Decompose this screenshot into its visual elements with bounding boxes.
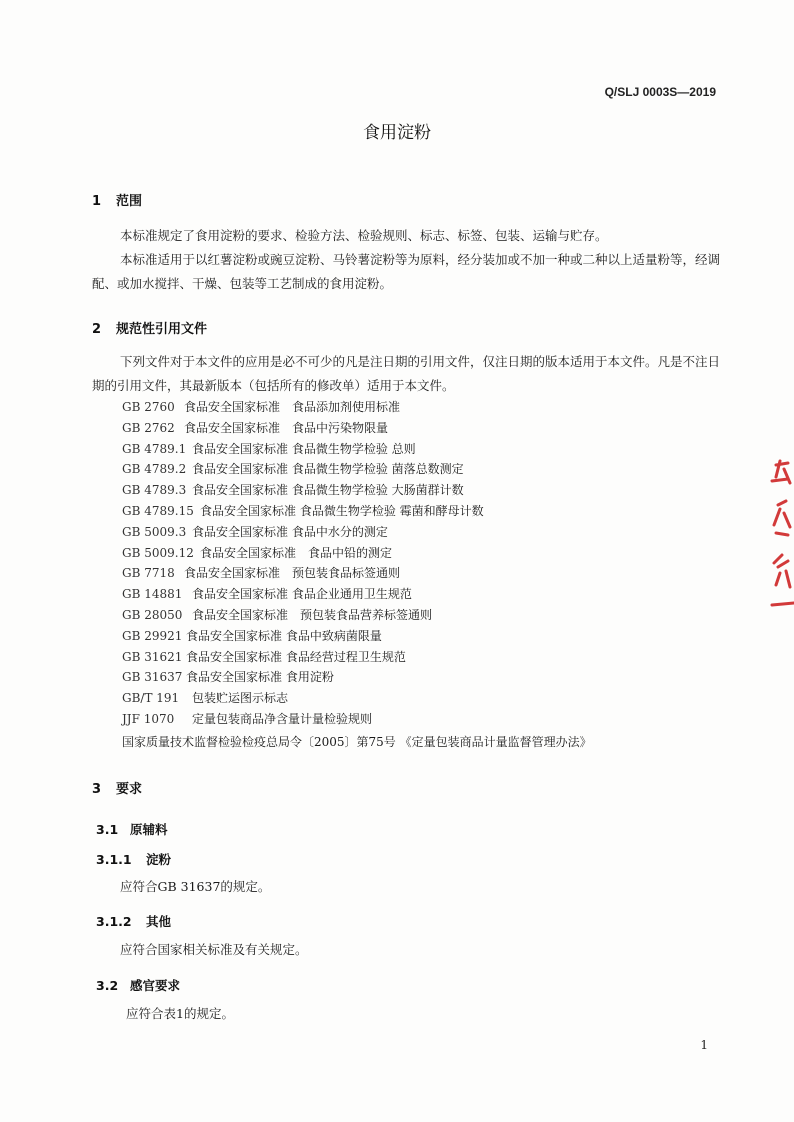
- reference-item: [122, 418, 722, 439]
- reference-code: GB 5009.12: [122, 545, 194, 560]
- section-number: 1: [92, 194, 102, 209]
- section-1-para-2: 本标准适用于以红薯淀粉或豌豆淀粉、马铃薯淀粉等为原料，经分装加或不加一种或二种以上适量粉等，经调配、或加水搅拌、干燥、包装等工艺制成的食用淀粉。: [92, 252, 721, 291]
- reference-code: GB 14881: [122, 587, 183, 602]
- reference-code: GB 31637: [122, 670, 183, 685]
- section-title: 原辅料: [130, 822, 168, 837]
- reference-title: 食品安全国家标准 预包装食品营养标签通则: [192, 607, 433, 622]
- section-number: 3.2: [96, 978, 119, 993]
- section-title: 规范性引用文件: [116, 322, 208, 337]
- section-1-para-1: 本标准规定了食用淀粉的要求、检验方法、检验规则、标志、标签、包装、运输与贮存。: [120, 228, 608, 243]
- reference-title: 食品安全国家标准 食品添加剂使用标准: [184, 400, 401, 414]
- section-3-1-2-text: 应符合国家相关标准及有关规定。: [120, 942, 308, 957]
- standard-code: Q/SLJ 0003S—2019: [604, 85, 716, 99]
- reference-item: [122, 522, 722, 543]
- reference-item: [122, 605, 722, 626]
- reference-code: GB 28050: [122, 607, 183, 622]
- section-number: 2: [92, 322, 102, 337]
- reference-code: JJF 1070: [122, 711, 175, 726]
- reference-item: [122, 584, 722, 605]
- reference-code: GB 4789.1: [122, 441, 187, 456]
- reference-item: [122, 501, 722, 522]
- reference-item: [122, 647, 722, 668]
- reference-item: [122, 397, 722, 418]
- reference-item: [122, 667, 722, 688]
- reference-title: 食品安全国家标准 食品中致病菌限量: [186, 628, 382, 643]
- reference-item: [122, 709, 722, 730]
- reference-item: [122, 459, 722, 480]
- reference-title: 食品安全国家标准 预包装食品标签通则: [184, 566, 401, 581]
- reference-title: 定量包装商品净含量计量检验规则: [192, 711, 373, 726]
- section-title: 感官要求: [130, 978, 181, 993]
- section-2-intro: 下列文件对于本文件的应用是必不可少的凡是注日期的引用文件，仅注日期的版本适用于本文件。凡是不注日期的引用文件，其最新版本（包括所有的修改单）适用于本文件。: [92, 354, 721, 393]
- section-3-2-heading: [96, 976, 180, 994]
- reference-title: 食品安全国家标准 食品微生物学检验 大肠菌群计数: [192, 483, 464, 498]
- section-title: 范围: [116, 194, 143, 209]
- section-3-1-1-heading: [96, 850, 171, 868]
- page-number: 1: [700, 1038, 708, 1052]
- reference-title: 包装贮运图示标志: [192, 691, 289, 706]
- reference-title: 食品安全国家标准 食品中铅的测定: [200, 545, 393, 560]
- reference-title: 食品安全国家标准 食品经营过程卫生规范: [186, 649, 406, 664]
- reference-item: [122, 626, 722, 647]
- section-title: 淀粉: [146, 852, 172, 867]
- section-title: 其他: [146, 914, 172, 929]
- reference-code: GB 29921: [122, 628, 183, 643]
- reference-item: [122, 439, 722, 460]
- reference-title: 食品安全国家标准 食品企业通用卫生规范: [192, 587, 412, 602]
- reference-list: [122, 397, 722, 730]
- reference-title: 食品安全国家标准 食用淀粉: [186, 670, 334, 685]
- reference-title: 食品安全国家标准 食品中水分的测定: [192, 524, 388, 539]
- reference-title: 食品安全国家标准 食品微生物学检验 总则: [192, 441, 416, 456]
- reference-title: 食品安全国家标准 食品微生物学检验 霉菌和酵母计数: [200, 503, 484, 518]
- reference-code: GB 4789.3: [122, 483, 187, 498]
- section-number: 3.1.1: [96, 852, 132, 867]
- reference-title: 食品安全国家标准 食品中污染物限量: [184, 420, 389, 435]
- reference-code: GB 5009.3: [122, 524, 187, 539]
- reference-code: GB 7718: [122, 566, 175, 581]
- section-2-heading: [92, 318, 207, 337]
- section-3-1-heading: [96, 820, 168, 838]
- section-1-heading: [92, 190, 142, 209]
- reference-code: GB 2760: [122, 400, 175, 414]
- reference-title: 食品安全国家标准 食品微生物学检验 菌落总数测定: [192, 462, 464, 477]
- reference-item: [122, 688, 722, 709]
- seal-stamp: [762, 455, 794, 615]
- reference-regulation: 国家质量技术监督检验检疫总局令〔2005〕第75号 《定量包装商品计量监督管理办法》: [122, 735, 592, 749]
- reference-code: GB 2762: [122, 420, 175, 435]
- section-3-1-2-heading: [96, 912, 171, 930]
- section-3-2-text: 应符合表1的规定。: [126, 1006, 234, 1021]
- section-number: 3.1.2: [96, 914, 132, 929]
- document-title: 食用淀粉: [363, 123, 431, 143]
- section-number: 3.1: [96, 822, 119, 837]
- section-number: 3: [92, 782, 102, 797]
- reference-item: [122, 480, 722, 501]
- reference-code: GB/T 191: [122, 691, 180, 706]
- reference-code: GB 31621: [122, 649, 183, 664]
- reference-code: GB 4789.15: [122, 503, 194, 518]
- section-3-heading: [92, 778, 142, 797]
- reference-item: [122, 563, 722, 584]
- section-3-1-1-text: 应符合GB 31637的规定。: [120, 879, 271, 894]
- reference-item: [122, 543, 722, 564]
- reference-code: GB 4789.2: [122, 462, 187, 477]
- section-title: 要求: [116, 782, 143, 797]
